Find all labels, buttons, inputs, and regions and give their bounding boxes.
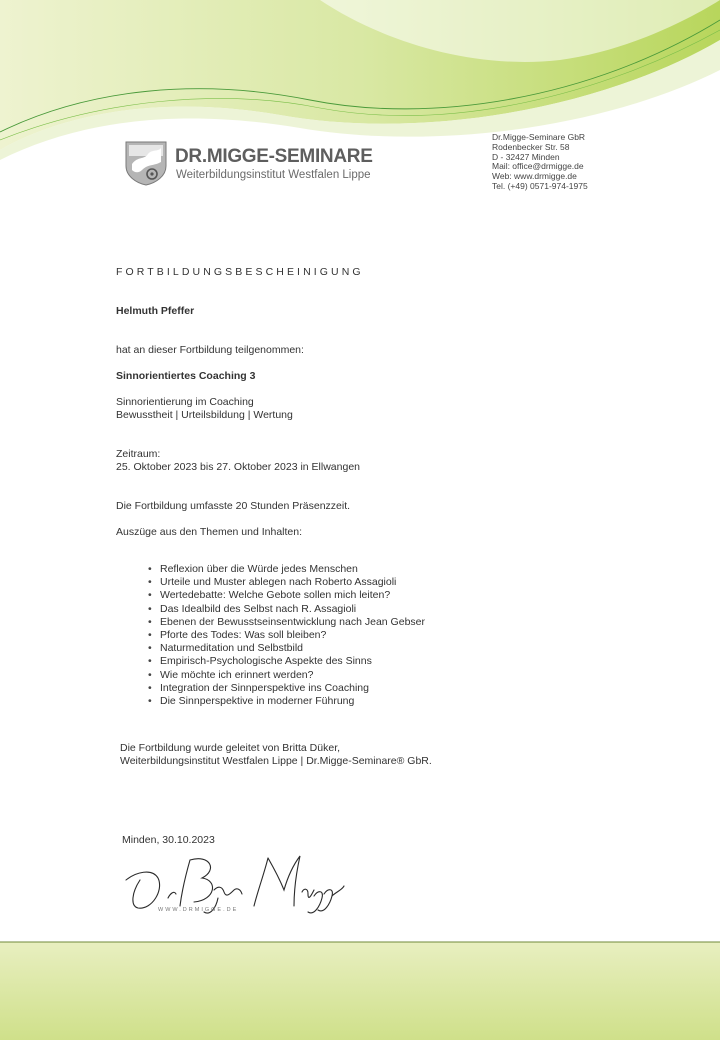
participation-text: hat an dieser Fortbildung teilgenommen: [116, 344, 304, 356]
topics-list [148, 563, 425, 708]
list-item: • Das Idealbild des Selbst nach R. Assagioli [148, 603, 425, 616]
list-item: • Die Sinnperspektive in moderner Führung [148, 695, 425, 708]
list-item: • Pforte des Todes: Was soll bleiben? [148, 629, 425, 642]
signature [118, 850, 348, 925]
address-line: Web: www.drmigge.de [492, 171, 577, 182]
address-line: Tel. (+49) 0571-974-1975 [492, 180, 588, 191]
address-block [492, 133, 588, 192]
address-line: Rodenbecker Str. 58 [492, 141, 570, 152]
list-item: • Integration der Sinnperspektive ins Coaching [148, 682, 425, 695]
address-line: D - 32427 Minden [492, 151, 560, 162]
place-date: Minden, 30.10.2023 [122, 834, 215, 846]
participant-name: Helmuth Pfeffer [116, 305, 195, 317]
period-value: 25. Oktober 2023 bis 27. Oktober 2023 in Ellwangen [116, 461, 360, 473]
list-item: • Naturmeditation und Selbstbild [148, 642, 425, 655]
hours-text: Die Fortbildung umfasste 20 Stunden Präsenzzeit. [116, 500, 351, 512]
course-subtitle: Sinnorientierung im Coaching [116, 396, 254, 408]
logo-title: DR.MIGGE-SEMINARE [175, 146, 373, 167]
topics-intro: Auszüge aus den Themen und Inhalten: [116, 526, 303, 538]
course-topics-line: Bewusstheit | Urteilsbildung | Wertung [116, 409, 293, 421]
list-item: • Reflexion über die Würde jedes Menschen [148, 563, 425, 576]
period-label: Zeitraum: [116, 448, 161, 460]
signature-web: WWW.DRMIGGE.DE [158, 907, 239, 913]
company-logo [124, 140, 374, 190]
course-title: Sinnorientiertes Coaching 3 [116, 370, 256, 382]
list-item: • Wertedebatte: Welche Gebote sollen mich leiten? [148, 589, 425, 602]
logo-subtitle: Weiterbildungsinstitut Westfalen Lippe [176, 169, 371, 181]
address-line: Dr.Migge-Seminare GbR [492, 132, 586, 142]
list-item: • Ebenen der Bewusstseinsentwicklung nach Jean Gebser [148, 616, 425, 629]
crest-icon [124, 140, 168, 186]
lead-line-1: Die Fortbildung wurde geleitet von Britta Düker, [120, 742, 341, 754]
document-heading: FORTBILDUNGSBESCHEINIGUNG [116, 266, 364, 278]
list-item: • Empirisch-Psychologische Aspekte des Sinns [148, 655, 425, 668]
list-item: • Wie möchte ich erinnert werden? [148, 669, 425, 682]
lead-line-2: Weiterbildungsinstitut Westfalen Lippe | Dr.Migge-Seminare® GbR. [120, 755, 432, 767]
address-line: Mail: office@drmigge.de [492, 161, 584, 172]
list-item: • Urteile und Muster ablegen nach Roberto Assagioli [148, 576, 425, 589]
